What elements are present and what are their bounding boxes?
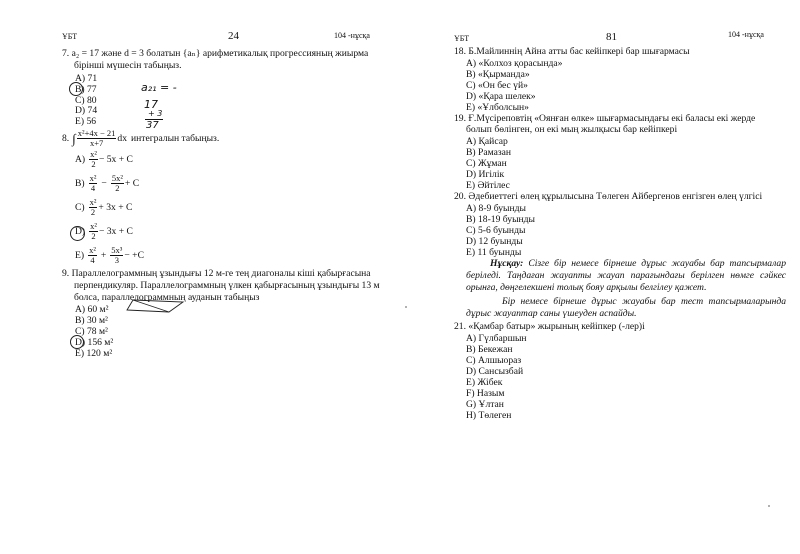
page-number: 81 bbox=[606, 31, 617, 43]
question-8-text: интегралын табыңыз. bbox=[131, 132, 220, 144]
q9-option-d[interactable]: D) 156 м² bbox=[75, 337, 114, 348]
q7-option-c[interactable]: C) 80 bbox=[75, 95, 97, 106]
q19-option-c[interactable]: C) Жұман bbox=[466, 158, 507, 169]
q9-option-b[interactable]: B) 30 м² bbox=[75, 315, 108, 326]
question-9-line-3: болса, параллелограммның ауданын табыңыз bbox=[74, 292, 260, 303]
q21-option-b[interactable]: B) Бекежан bbox=[466, 344, 513, 355]
q18-option-c[interactable]: C) «Он бес үй» bbox=[466, 80, 528, 91]
handwritten-note: a₂₁ = - bbox=[141, 81, 177, 94]
integral-symbol: ∫ bbox=[72, 130, 76, 146]
q18-option-e[interactable]: E) «Ұлболсын» bbox=[466, 102, 529, 113]
header-left: ҰБТ bbox=[454, 34, 470, 43]
q20-option-b[interactable]: B) 18-19 буынды bbox=[466, 214, 535, 225]
handwritten-note-4: 37 bbox=[146, 120, 159, 131]
q20-option-e[interactable]: E) 11 буынды bbox=[466, 247, 522, 258]
header-left: ҰБТ bbox=[62, 32, 78, 41]
answer-mark-circle bbox=[69, 82, 83, 96]
q7-option-a[interactable]: A) 71 bbox=[75, 73, 98, 84]
q21-option-e[interactable]: E) Жібек bbox=[466, 377, 503, 388]
q8-option-b[interactable]: B) $\frac{\text{x²}}{4}$ − $\frac{\text{5x²}}{2}$ + C bbox=[75, 173, 140, 193]
handwritten-note-3: + 3 bbox=[148, 109, 163, 118]
q19-option-d[interactable]: D) Игілік bbox=[466, 169, 505, 180]
parallelogram-sketch bbox=[125, 296, 187, 316]
question-7: 7. a₂ = 17 және d = 3 болатын {aₙ} арифметикалық прогрессияның жиырма bbox=[62, 48, 369, 59]
question-19-line-1: 19. Ғ.Мүсіреповтің «Оянған өлке» шығармасындағы екі баласы екі жерде bbox=[454, 113, 756, 124]
q8-option-d[interactable]: D) $\frac{\text{x²}}{2}$ − 3x + C bbox=[75, 221, 133, 241]
q7-option-b[interactable]: B) 77 bbox=[75, 84, 97, 95]
q21-option-c[interactable]: C) Алшыораз bbox=[466, 355, 522, 366]
question-8: 8. ∫ $\frac{\text{x²+4x − 21}}{x+7}$ dx интегралын табыңыз. bbox=[62, 128, 220, 148]
q8-option-a[interactable]: A) $\frac{\text{x²}}{2}$ − 5x + C bbox=[75, 149, 133, 169]
q21-option-d[interactable]: D) Сансызбай bbox=[466, 366, 524, 377]
q9-option-e[interactable]: E) 120 м² bbox=[75, 348, 113, 359]
q21-option-h[interactable]: H) Төлеген bbox=[466, 410, 512, 421]
q20-option-c[interactable]: C) 5-6 буынды bbox=[466, 225, 526, 236]
q18-option-b[interactable]: B) «Қырманда» bbox=[466, 69, 530, 80]
integrand-fraction: $\frac{\text{x²+4x − 21}}{x+7}$ bbox=[77, 128, 116, 148]
q20-option-a[interactable]: A) 8-9 буынды bbox=[466, 203, 526, 214]
answer-mark-circle bbox=[70, 226, 85, 241]
q20-option-d[interactable]: D) 12 буынды bbox=[466, 236, 523, 247]
right-page bbox=[400, 0, 800, 554]
q19-option-a[interactable]: A) Қайсар bbox=[466, 136, 508, 147]
q7-option-e[interactable]: E) 56 bbox=[75, 116, 97, 127]
question-7-text-cont: бірінші мүшесін табыңыз. bbox=[74, 60, 182, 71]
header-right: 104 -нұсқа bbox=[334, 31, 370, 40]
handwritten-note-2: 17 bbox=[144, 98, 158, 111]
q18-option-d[interactable]: D) «Қара шелек» bbox=[466, 91, 536, 102]
question-19-line-2: болып бөлінген, он екі мың жылқысы бар кейіпкері bbox=[466, 124, 678, 135]
question-21: 21. «Қамбар батыр» жырының кейіпкер (-лер)і bbox=[454, 321, 645, 332]
answer-mark-circle bbox=[70, 335, 84, 349]
page-number: 24 bbox=[228, 30, 239, 42]
q21-option-a[interactable]: A) Гүлбаршын bbox=[466, 333, 527, 344]
question-7-text: a₂ = 17 және d = 3 болатын {aₙ} арифметикалық прогрессияның жиырма bbox=[71, 48, 369, 59]
q7-option-d[interactable]: D) 74 bbox=[75, 105, 98, 116]
q8-option-c[interactable]: C) $\frac{\text{x²}}{2}$ + 3x + C bbox=[75, 197, 133, 217]
question-18: 18. Б.Майлиннің Айна атты бас кейіпкері бар шығармасы bbox=[454, 46, 690, 57]
instruction-paragraph-2: Бір немесе бірнеше дұрыс жауабы бар тест тапсырмаларында дұрыс жауаптар саны үшеуден аспайды. bbox=[466, 296, 786, 320]
question-20: 20. Әдебиеттегі өлең құрылысына Төлеген Айбергенов енгізген өлең үлгісі bbox=[454, 191, 763, 202]
q21-option-f[interactable]: F) Назым bbox=[466, 388, 505, 399]
header-right: 104 -нұсқа bbox=[728, 30, 764, 39]
question-9-line-2: перпендикуляр. Параллелограммның үлкен қабырғасының ұзындығы 13 м bbox=[74, 280, 380, 291]
scan-speck bbox=[768, 505, 770, 507]
q9-option-c[interactable]: C) 78 м² bbox=[75, 326, 108, 337]
q21-option-g[interactable]: G) Ұлтан bbox=[466, 399, 504, 410]
instruction-paragraph-1: Нұсқау: Сізге бір немесе бірнеше дұрыс жауабы бар тапсырмалар беріледі. Таңдаған жауапты жауап парағындағы берілген нөмге сәйкес орынға, дөңгелекшені толық бояу арқылы белгілеу қажет. bbox=[466, 258, 786, 294]
instruction-label: Нұсқау: bbox=[490, 258, 524, 269]
q18-option-a[interactable]: A) «Колхоз қорасында» bbox=[466, 58, 563, 69]
q19-option-e[interactable]: E) Әйтілес bbox=[466, 180, 510, 191]
q8-option-e[interactable]: E) $\frac{\text{x²}}{4}$ + $\frac{\text{5x³}}{3}$ − +C bbox=[75, 245, 144, 265]
question-9-line-1: 9. Параллелограммның ұзындығы 12 м-ге тең диагоналы кіші қабырғасына bbox=[62, 268, 371, 279]
q19-option-b[interactable]: B) Рамазан bbox=[466, 147, 512, 158]
q9-option-a[interactable]: A) 60 м² bbox=[75, 304, 109, 315]
